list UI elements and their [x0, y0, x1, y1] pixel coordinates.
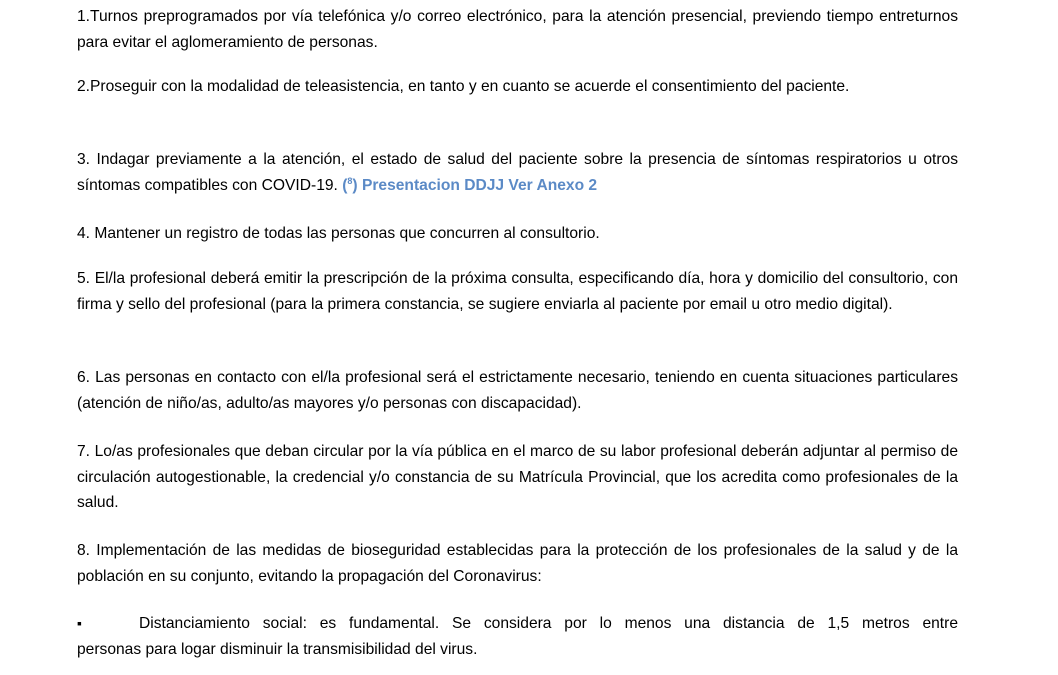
square-bullet-icon: ▪	[77, 615, 82, 631]
paragraph-1: 1.Turnos preprogramados por vía telefónica y/o correo electrónico, para la atención presencial, previendo tiempo entreturnos para evitar el aglomeramiento de personas.	[77, 8, 958, 51]
bullet-line-1	[77, 611, 958, 637]
paragraph-2: 2.Proseguir con la modalidad de teleasistencia, en tanto y en cuanto se acuerde el consentimiento del paciente.	[77, 78, 850, 95]
anexo-link-text: ) Presentacion DDJJ Ver Anexo 2	[352, 176, 598, 194]
paragraph-3-text: 3. Indagar previamente a la atención, el estado de salud del paciente sobre la presencia de síntomas respiratorios u otros síntomas compatibles con COVID-19.	[77, 151, 958, 194]
bullet-text-1: Distanciamiento social: es fundamental. Se considera por lo menos una distancia de 1,5 metros entre	[139, 615, 958, 632]
paragraph-5: 5. El/la profesional deberá emitir la prescripción de la próxima consulta, especificando día, hora y domicilio del consultorio, con firma y sello del profesional (para la primera constancia, se sugiere enviarla al paciente por email u otro medio digital).	[77, 270, 958, 313]
anexo-2-link[interactable]	[342, 177, 597, 194]
bullet-item-distanciamiento	[77, 611, 958, 662]
paragraph-3	[77, 147, 958, 198]
paragraph-8: 8. Implementación de las medidas de bioseguridad establecidas para la protección de los profesionales de la salud y de la población en su conjunto, evitando la propagación del Coronavirus:	[77, 542, 958, 585]
anexo-link-open: (	[342, 176, 348, 194]
footnote-number: 8	[347, 175, 353, 186]
paragraph-7: 7. Lo/as profesionales que deban circular por la vía pública en el marco de su labor profesional deberán adjuntar al permiso de circulación autogestionable, la credencial y/o constancia de su Matrícula Provincial, que los acredita como profesionales de la salud.	[77, 443, 958, 511]
paragraph-4: 4. Mantener un registro de todas las personas que concurren al consultorio.	[77, 225, 600, 242]
paragraph-6: 6. Las personas en contacto con el/la profesional será el estrictamente necesario, teniendo en cuenta situaciones particulares (atención de niño/as, adulto/as mayores y/o personas con discapacidad).	[77, 369, 958, 412]
bullet-text-2: personas para logar disminuir la transmisibilidad del virus.	[77, 640, 478, 658]
